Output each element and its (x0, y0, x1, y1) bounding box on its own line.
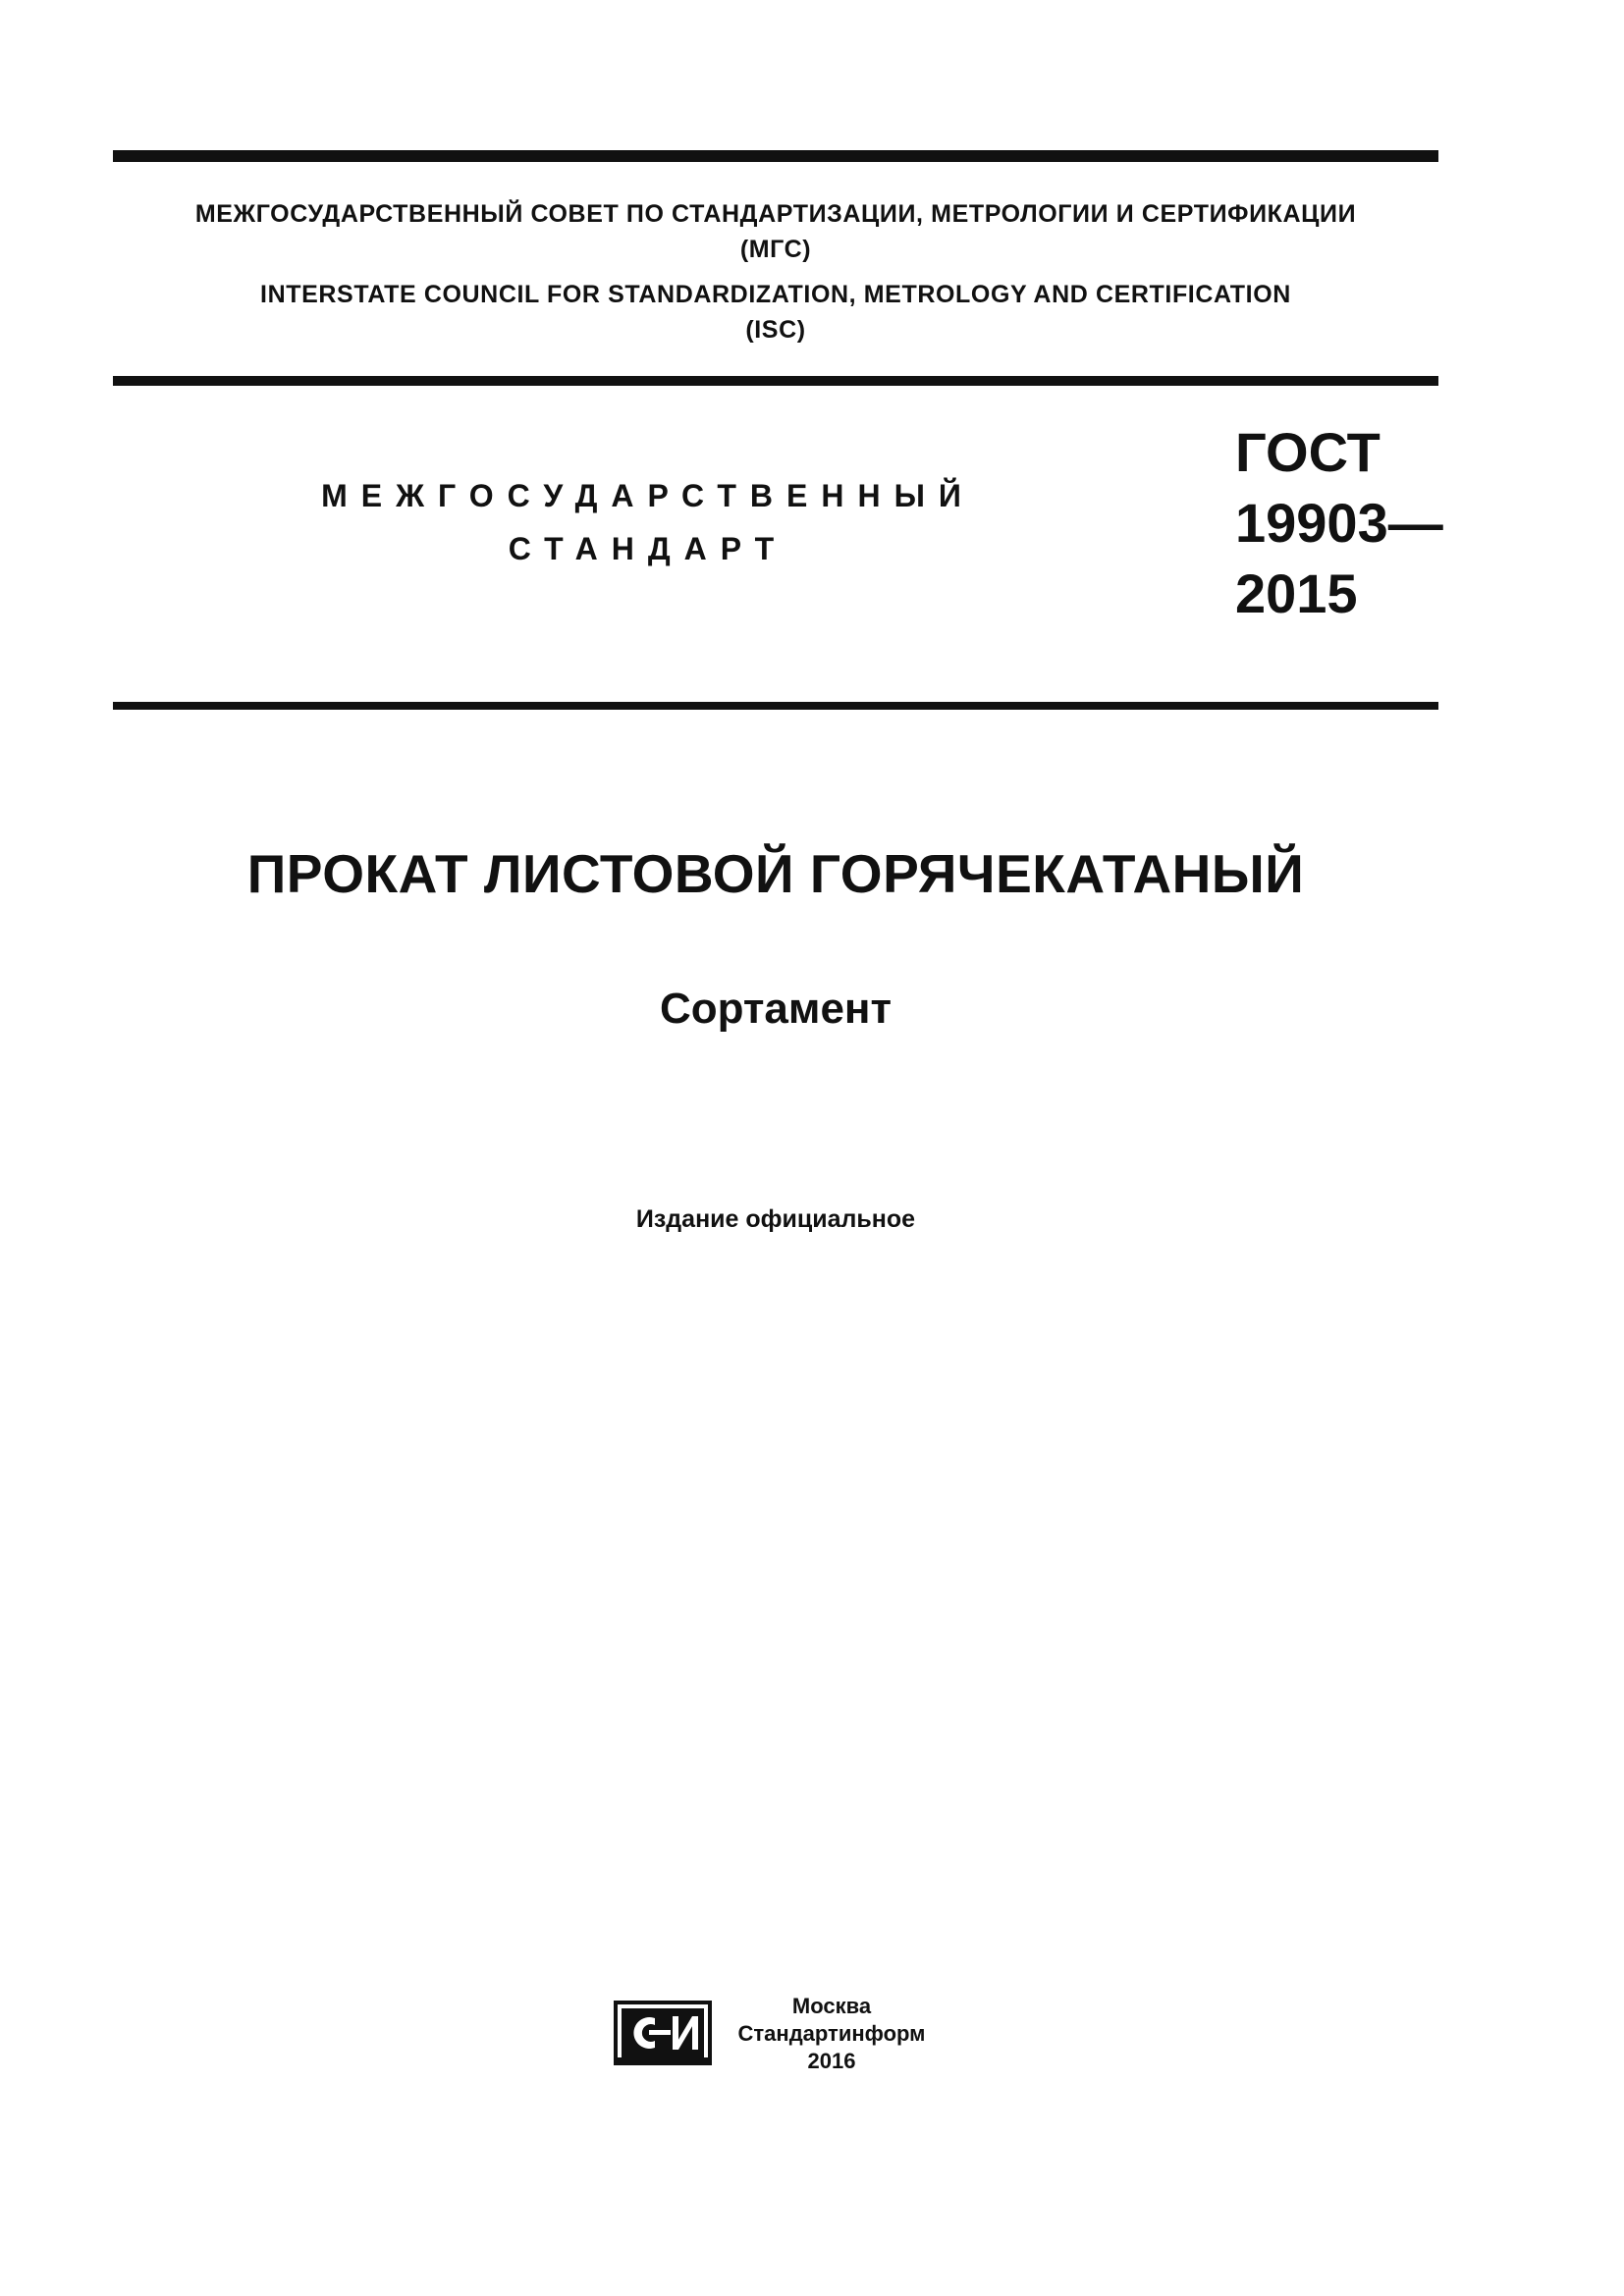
standard-type-line2: СТАНДАРТ (508, 531, 788, 566)
standartinform-logo-icon (614, 2001, 712, 2065)
council-en-abbr: (ISC) (745, 316, 806, 344)
standard-type-line1: МЕЖГОСУДАРСТВЕННЫЙ (321, 478, 975, 513)
document-subtitle: Сортамент (659, 985, 893, 1033)
council-name-ru (113, 196, 1438, 267)
council-name-en (113, 277, 1438, 347)
council-en-line1: INTERSTATE COUNCIL FOR STANDARDIZATION, METROLOGY AND CERTIFICATION (260, 281, 1291, 308)
publisher-year: 2016 (807, 2049, 856, 2073)
publisher-block (729, 1993, 935, 2075)
edition-note: Издание официальное (635, 1205, 916, 1233)
designation-line2: 19903— (1235, 492, 1443, 554)
council-ru-line1: МЕЖГОСУДАРСТВЕННЫЙ СОВЕТ ПО СТАНДАРТИЗАЦИИ, МЕТРОЛОГИИ И СЕРТИФИКАЦИИ (194, 200, 1357, 228)
council-ru-abbr: (МГС) (739, 236, 812, 263)
standard-type (285, 469, 1011, 575)
publisher-name: Стандартинформ (737, 2021, 926, 2046)
designation-line1: ГОСТ (1235, 421, 1380, 483)
designation-line3: 2015 (1235, 562, 1358, 624)
standard-designation (1235, 417, 1443, 629)
lower-rule (113, 702, 1438, 710)
publisher-city: Москва (791, 1994, 872, 2018)
top-rule (113, 150, 1438, 162)
middle-rule (113, 376, 1438, 386)
document-title: ПРОКАТ ЛИСТОВОЙ ГОРЯЧЕКАТАНЫЙ (246, 843, 1305, 904)
